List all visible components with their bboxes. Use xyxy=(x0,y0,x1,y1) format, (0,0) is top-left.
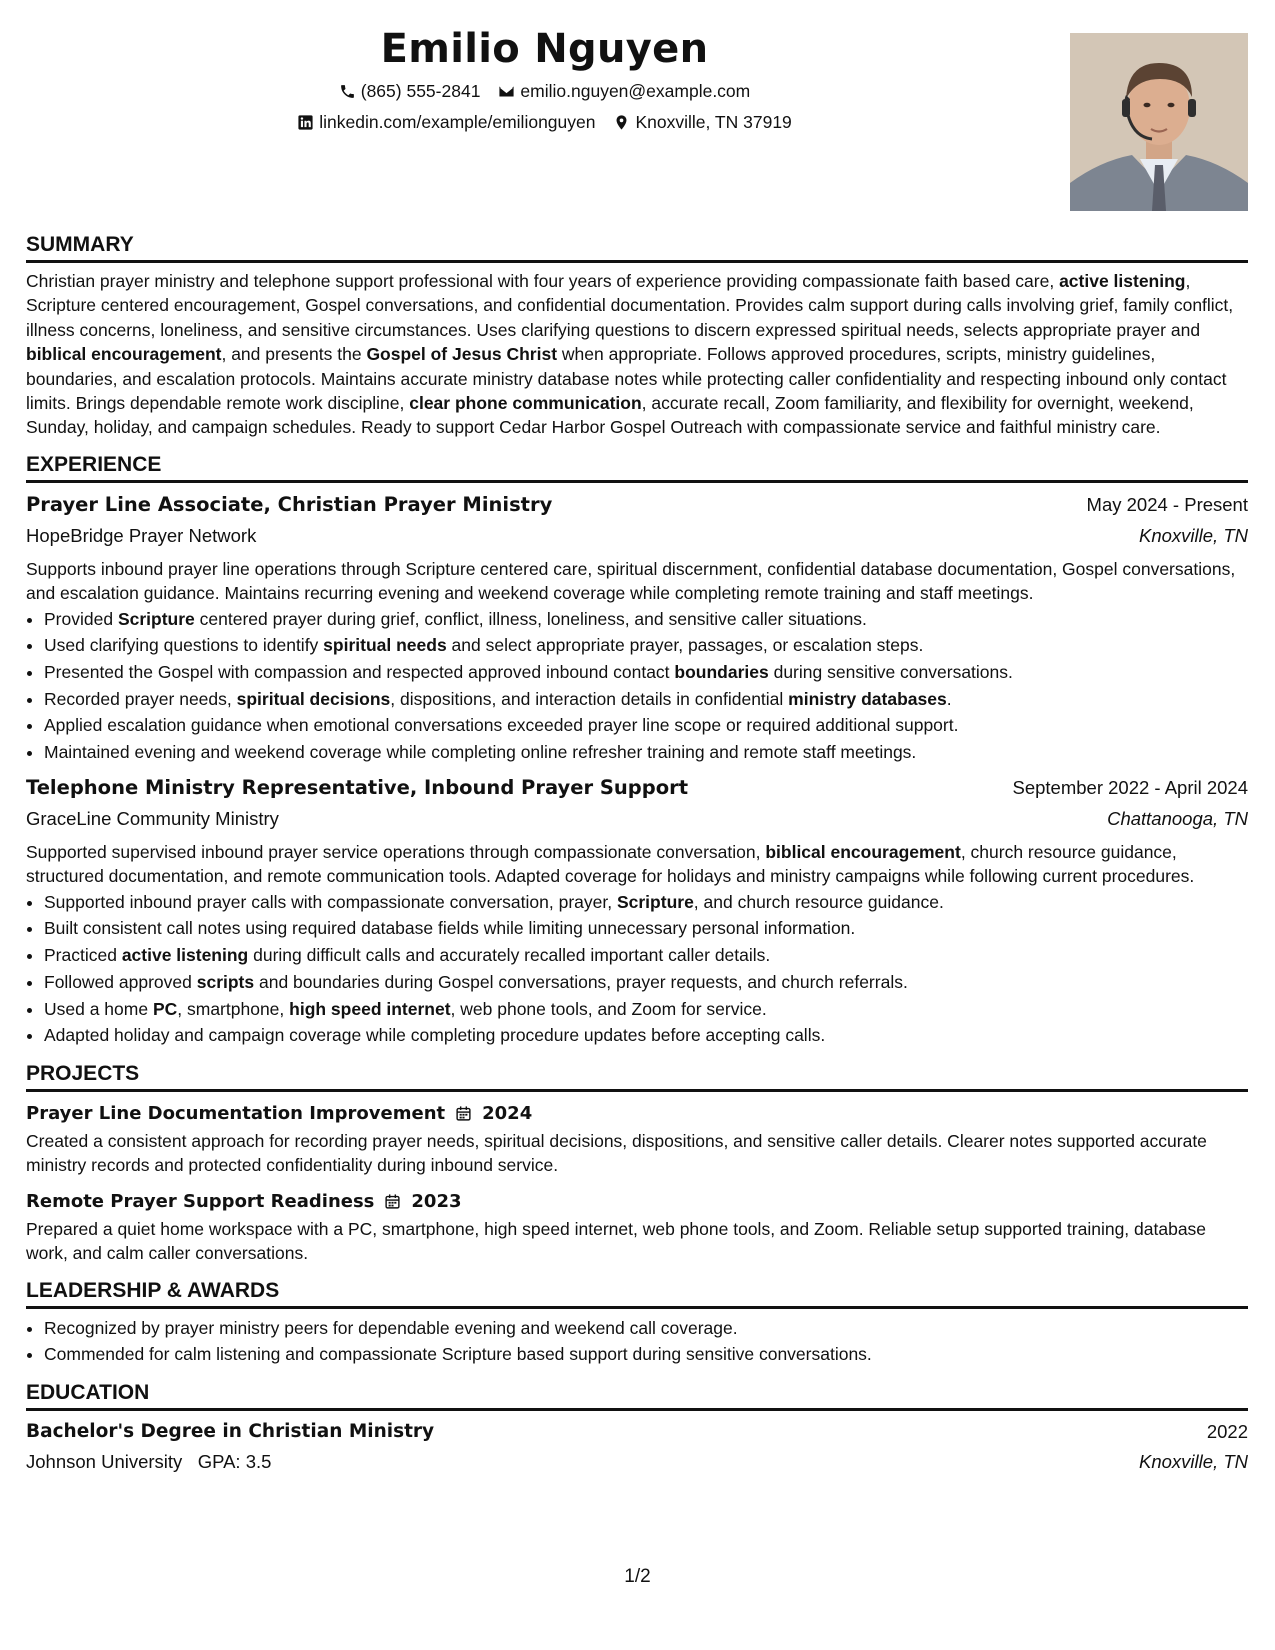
job-location: Knoxville, TN xyxy=(1139,524,1248,546)
email-contact[interactable] xyxy=(498,76,750,107)
leadership-list xyxy=(26,1315,1248,1368)
job-subheader xyxy=(26,520,1248,551)
email-text: emilio.nguyen@example.com xyxy=(520,81,751,101)
projects-section xyxy=(26,1059,1248,1266)
education-heading: EDUCATION xyxy=(26,1378,1248,1411)
text-part: and select appropriate prayer, passages, or escalation steps. xyxy=(446,635,924,656)
list-item: • Commended for calm listening and compassionate Scripture based support during sensitive conversations. xyxy=(44,1341,1248,1368)
text-part: centered prayer during grief, conflict, illness, loneliness, and sensitive caller situations. xyxy=(194,608,867,629)
phone-text: (865) 555-2841 xyxy=(360,81,481,101)
text-part: , web phone tools, and Zoom for service. xyxy=(450,998,767,1019)
summary-part: , accurate recall, Zoom familiarity, and flexibility for overnight, weekend, Sunday, holiday, and campaign schedules. Ready to support Cedar Harbor Gospel Outreach with compassionate service and faithful ministry care. xyxy=(26,393,1194,438)
list-item xyxy=(44,739,1248,766)
project-year: 2024 xyxy=(482,1102,533,1124)
experience-section xyxy=(26,450,1248,1049)
summary-part: Christian prayer ministry and telephone support professional with four years of experience providing compassionate faith based care, xyxy=(26,271,1060,291)
summary-part: , Scripture centered encouragement, Gospel conversations, and confidential documentation. Provides calm support during calls involving grief, family conflict, illness concerns, loneliness, and sensitive circumstances. Uses clarifying questions to discern expressed spiritual needs, selects appropriate prayer and xyxy=(26,271,1234,340)
experience-heading: EXPERIENCE xyxy=(26,450,1248,483)
text-part: Followed approved xyxy=(44,971,197,992)
list-item xyxy=(44,969,1248,996)
text-part: Supported supervised inbound prayer service operations through compassionate conversation, xyxy=(26,841,766,862)
text-part: Supported inbound prayer calls with compassionate conversation, prayer, xyxy=(44,891,617,912)
list-item xyxy=(44,889,1248,916)
envelope-icon xyxy=(498,83,515,100)
text-part: Recorded prayer needs, xyxy=(44,688,237,709)
summary-bold: Gospel of Jesus Christ xyxy=(366,344,558,365)
list-item xyxy=(44,996,1248,1023)
job-company: GraceLine Community Ministry xyxy=(26,807,279,829)
text-part: during sensitive conversations. xyxy=(768,662,1013,683)
text-part: , church resource guidance, structured documentation, and remote communication tools. Adapted coverage for holidays and ministry campaigns while following current procedures. xyxy=(26,841,1195,887)
graduation-year: 2022 xyxy=(1206,1420,1248,1442)
job-dates: May 2024 - Present xyxy=(1086,493,1248,515)
projects-heading: PROJECTS xyxy=(26,1059,1248,1092)
text-part: Applied escalation guidance when emotional conversations exceeded prayer line scope or required additional support. xyxy=(44,715,959,736)
list-item: • Recognized by prayer ministry peers for dependable evening and weekend call coverage. xyxy=(44,1315,1248,1342)
summary-part: when appropriate. Follows approved procedures, scripts, ministry guidelines, boundaries, and escalation protocols. Maintains accurate ministry database notes while protecting caller confidentiality and respecting inbound only contact limits. Brings dependable remote work discipline, xyxy=(26,344,1227,414)
location-text: Knoxville, TN 37919 xyxy=(635,112,792,132)
text-part: Adapted holiday and campaign coverage while completing procedure updates before accepting calls. xyxy=(44,1025,826,1046)
job-title: Telephone Ministry Representative, Inbound Prayer Support xyxy=(26,775,689,799)
map-pin-icon xyxy=(613,114,630,131)
contact-row-1 xyxy=(26,76,1063,107)
candidate-name: Emilio Nguyen xyxy=(380,26,709,72)
text-bold: scripts xyxy=(196,971,255,992)
job-bullets xyxy=(26,606,1248,766)
project-title: Prayer Line Documentation Improvement xyxy=(26,1102,446,1124)
job-header xyxy=(26,772,1248,803)
text-bold: biblical encouragement xyxy=(765,841,961,862)
text-part: Practiced xyxy=(44,945,122,966)
text-bold: active listening xyxy=(121,945,249,966)
list-item xyxy=(44,659,1248,686)
text-part: Used a home xyxy=(44,998,153,1019)
text-part: and boundaries during Gospel conversations, prayer requests, and church referrals. xyxy=(254,971,908,992)
phone-icon xyxy=(339,83,356,100)
project-header xyxy=(26,1186,1248,1217)
contact-row-2 xyxy=(26,107,1063,138)
calendar-icon xyxy=(384,1193,401,1210)
text-part: Maintained evening and weekend coverage while completing online refresher training and remote staff meetings. xyxy=(44,742,917,763)
linkedin-contact[interactable] xyxy=(297,107,595,138)
summary-part: , and presents the xyxy=(221,344,367,365)
job-entry xyxy=(26,772,1248,1049)
education-header xyxy=(26,1417,1248,1447)
job-location: Chattanooga, TN xyxy=(1107,807,1248,829)
text-part: Used clarifying questions to identify xyxy=(44,635,324,656)
education-subheader xyxy=(26,1447,1248,1477)
text-bold: spiritual needs xyxy=(323,635,447,656)
text-bold: spiritual decisions xyxy=(236,688,391,709)
project-title: Remote Prayer Support Readiness xyxy=(26,1190,375,1212)
education-section xyxy=(26,1378,1248,1477)
list-item xyxy=(44,712,1248,739)
school-location: Knoxville, TN xyxy=(1139,1450,1248,1472)
text-part: during difficult calls and accurately recalled important caller details. xyxy=(248,945,771,966)
summary-bold: active listening xyxy=(1059,271,1186,291)
summary-section xyxy=(26,230,1248,440)
list-item xyxy=(44,686,1248,713)
leadership-heading: LEADERSHIP & AWARDS xyxy=(26,1276,1248,1309)
linkedin-text: linkedin.com/example/emilionguyen xyxy=(319,112,596,132)
linkedin-icon xyxy=(297,114,314,131)
summary-heading: SUMMARY xyxy=(26,230,1248,263)
phone-contact[interactable] xyxy=(339,76,481,107)
job-header xyxy=(26,489,1248,520)
job-title: Prayer Line Associate, Christian Prayer Ministry xyxy=(26,492,553,516)
job-subheader xyxy=(26,803,1248,834)
text-bold: boundaries xyxy=(674,662,769,683)
text-bold: high speed internet xyxy=(289,998,451,1019)
project-entry xyxy=(26,1186,1248,1266)
school-info xyxy=(26,1447,271,1477)
summary-text xyxy=(26,269,1248,440)
job-entry xyxy=(26,489,1248,766)
project-description: Prepared a quiet home workspace with a PC, smartphone, high speed internet, web phone tools, and Zoom. Reliable setup supported training, database work, and calm caller conversations. xyxy=(26,1218,1207,1264)
project-header xyxy=(26,1098,1248,1129)
text-bold: Scripture xyxy=(117,608,195,629)
leadership-section xyxy=(26,1276,1248,1368)
degree: Bachelor's Degree in Christian Ministry xyxy=(26,1420,435,1442)
text-part: , smartphone, xyxy=(177,998,290,1019)
text-bold: Scripture xyxy=(616,891,694,912)
list-item xyxy=(44,942,1248,969)
summary-bold: biblical encouragement xyxy=(26,344,222,365)
summary-bold: clear phone communication xyxy=(409,393,642,414)
resume-page xyxy=(26,22,1248,1487)
project-entry xyxy=(26,1098,1248,1178)
job-description xyxy=(26,840,1248,889)
text-part: Presented the Gospel with compassion and respected approved inbound contact xyxy=(44,662,675,683)
list-item xyxy=(44,1022,1248,1049)
text-bold: ministry databases xyxy=(788,688,947,709)
job-description: Supports inbound prayer line operations through Scripture centered care, spiritual discernment, confidential database documentation, Gospel conversations, and escalation guidance. Maintains recurring evening and weekend coverage while completing remote training and staff meetings. xyxy=(26,558,1236,604)
school-name: Johnson University xyxy=(26,1450,183,1472)
text-part: , and church resource guidance. xyxy=(693,891,944,912)
gpa: GPA: 3.5 xyxy=(197,1450,272,1472)
project-year: 2023 xyxy=(411,1190,462,1212)
list-item xyxy=(44,915,1248,942)
page-number: 1/2 xyxy=(624,1566,651,1587)
job-dates: September 2022 - April 2024 xyxy=(1012,776,1248,798)
resume-header xyxy=(26,22,1248,230)
location-contact xyxy=(613,107,791,138)
text-bold: PC xyxy=(152,998,178,1019)
list-item xyxy=(44,632,1248,659)
text-part: , dispositions, and interaction details in confidential xyxy=(390,688,789,709)
text-part: Built consistent call notes using required database fields while limiting unnecessary personal information. xyxy=(44,918,856,939)
calendar-icon xyxy=(455,1105,472,1122)
job-company: HopeBridge Prayer Network xyxy=(26,524,257,546)
list-item xyxy=(44,606,1248,633)
project-description: Created a consistent approach for recording prayer needs, spiritual decisions, dispositions, and sensitive caller details. Clearer notes supported accurate ministry records and protected confidentiality during inbound service. xyxy=(26,1130,1207,1176)
profile-photo xyxy=(1070,33,1248,211)
text-part: . xyxy=(946,688,952,709)
job-bullets xyxy=(26,889,1248,1049)
text-part: Provided xyxy=(44,608,118,629)
